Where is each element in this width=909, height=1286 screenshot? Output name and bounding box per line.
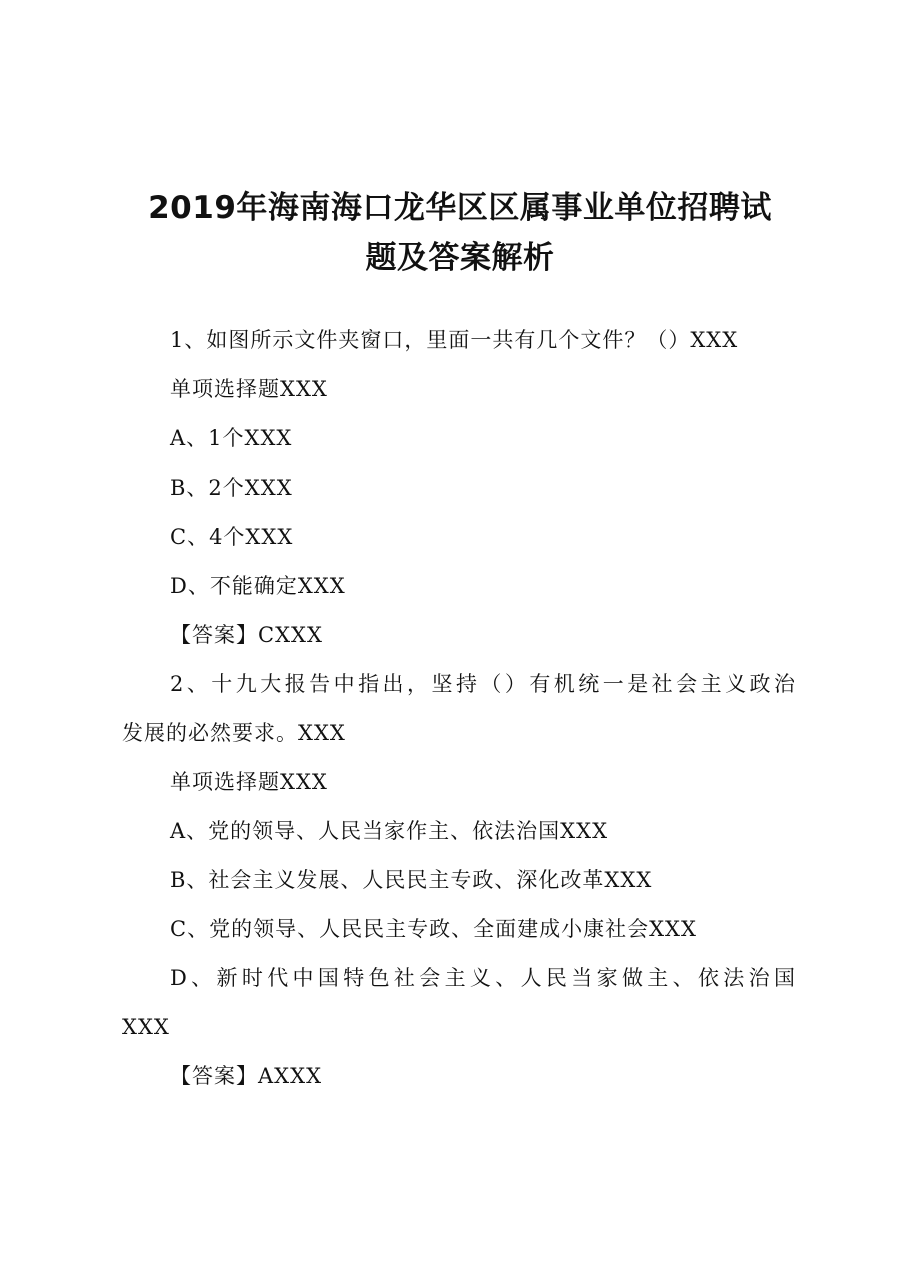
question-2-option-c: C、党的领导、人民民主专政、全面建成小康社会XXX bbox=[170, 917, 697, 941]
question-2-text-line-2: 发展的必然要求。XXX bbox=[122, 721, 346, 745]
question-1-type: 单项选择题XXX bbox=[170, 377, 328, 401]
question-2-type: 单项选择题XXX bbox=[170, 770, 328, 794]
question-2-option-a: A、党的领导、人民当家作主、依法治国XXX bbox=[170, 819, 609, 843]
document-title-line-2: 题及答案解析 bbox=[365, 240, 555, 276]
question-1-option-d: D、不能确定XXX bbox=[170, 574, 346, 598]
question-1-option-a: A、1个XXX bbox=[170, 426, 293, 450]
question-2-text-line-1: 2、十九大报告中指出，坚持（）有机统一是社会主义政治 bbox=[170, 672, 796, 696]
question-2-option-d-line-1: D、新时代中国特色社会主义、人民当家做主、依法治国 bbox=[170, 966, 796, 990]
question-1-option-c: C、4个XXX bbox=[170, 525, 294, 549]
document-title-line-1: 2019年海南海口龙华区区属事业单位招聘试 bbox=[148, 190, 772, 226]
question-2-option-d-line-2: XXX bbox=[122, 1015, 170, 1039]
question-2-option-b: B、社会主义发展、人民民主专政、深化改革XXX bbox=[170, 868, 653, 892]
question-1-option-b: B、2个XXX bbox=[170, 476, 293, 500]
question-2-answer: 【答案】AXXX bbox=[170, 1064, 323, 1088]
question-1-text: 1、如图所示文件夹窗口，里面一共有几个文件？（）XXX bbox=[170, 328, 739, 352]
question-1-answer: 【答案】CXXX bbox=[170, 623, 323, 647]
